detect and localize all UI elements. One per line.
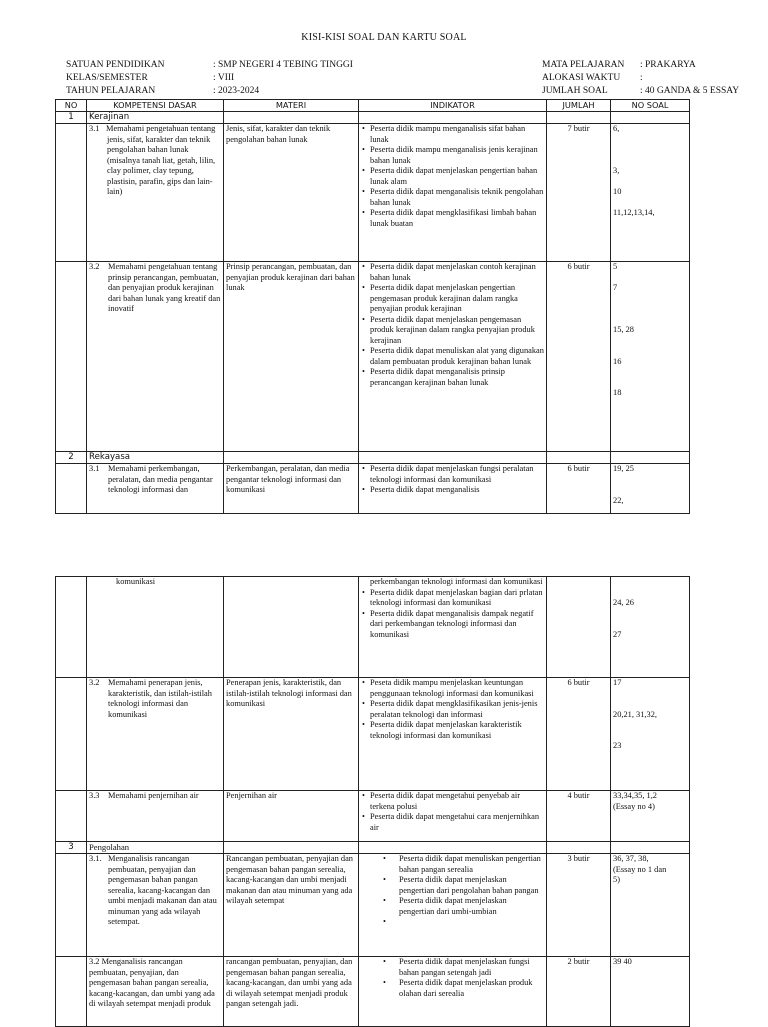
- list-item: • Peserta didik dapat menjelaskan pengertian dari umbi-umbian: [361, 896, 544, 917]
- list-item: • Peserta didik dapat menjelaskan pengertian dari pengolahan bahan pangan: [361, 875, 544, 896]
- jumlah: 3 butir: [547, 854, 611, 957]
- label-alokasi: ALOKASI WAKTU: [542, 73, 621, 83]
- materi: Rancangan pembuatan, penyajian dan pengemasan bahan pangan serealia, kacang-kacangan dan umbi menjadi makanan dan atau minuman yang ada wilayah setempat: [224, 854, 359, 957]
- section-row: [56, 112, 690, 124]
- list-item: • Peserta didik dapat menjelaskan pengertian pengemasan produk kerajinan dalam rangka penyajian produk kerajinan: [361, 283, 544, 315]
- value-alokasi: :: [640, 73, 643, 83]
- kompetensi-dasar: 3.3 Memahami penjernihan air: [89, 791, 199, 800]
- jumlah: 6 butir: [547, 464, 611, 514]
- section-name: Pengolahan: [87, 842, 224, 854]
- list-item: • Peserta didik dapat mengetahui cara menjernihkan air: [361, 812, 544, 833]
- label-satuan: SATUAN PENDIDIKAN: [66, 60, 165, 70]
- table-row: [56, 957, 690, 1027]
- jumlah: 6 butir: [547, 678, 611, 791]
- list-item: • Peserta didik dapat menjelaskan bagian dari prlatan teknologi informasi dan komunikasi: [361, 588, 544, 609]
- materi: Prinsip perancangan, pembuatan, dan penyajian produk kerajinan dari bahan lunak: [224, 262, 359, 452]
- no-soal: 24, 26 27: [611, 577, 690, 678]
- label-jumlah-soal: JUMLAH SOAL: [542, 86, 608, 96]
- list-item: • Peserta didik dapat menganalisis: [361, 485, 544, 496]
- table-row: [56, 464, 690, 514]
- value-tahun: : 2023-2024: [213, 86, 260, 96]
- col-header-kd: KOMPETENSI DASAR: [87, 100, 224, 112]
- section-row: [56, 842, 690, 854]
- kompetensi-dasar: 3.2 Memahami pengetahuan tentang prinsip perancangan, pembuatan, dan penyajian produk kerajinan dari bahan lunak yang kreatif dan inovatif: [89, 262, 221, 313]
- jumlah: 6 butir: [547, 262, 611, 452]
- col-header-jumlah: JUMLAH: [547, 100, 611, 112]
- list-item: • Peserta didik dapat mengklasifikasikan jenis-jenis peralatan teknologi dan informasi: [361, 699, 544, 720]
- label-mapel: MATA PELAJARAN: [542, 60, 625, 70]
- list-item: • Peserta didik dapat menjelaskan pengemasan produk kerajinan dalam rangka penyajian produk kerajinan: [361, 315, 544, 347]
- value-satuan: : SMP NEGERI 4 TEBING TINGGI: [213, 60, 353, 70]
- value-mapel: : PRAKARYA: [640, 60, 696, 70]
- kompetensi-dasar: 3.1. Menganalisis rancangan pembuatan, penyajian dan pengemasan bahan pangan serealia, kacang-kacangan dan umbi menjadi makanan dan atau minuman yang ada wilayah setempat.: [89, 854, 217, 926]
- indikator-list: [359, 678, 547, 791]
- indikator-list: [359, 854, 547, 957]
- document-title: KISI-KISI SOAL DAN KARTU SOAL: [301, 32, 467, 43]
- list-item: • Peserta didik dapat menuliskan alat yang digunakan dalam pembuatan produk kerajinan bahan lunak: [361, 346, 544, 367]
- list-item: • Peserta didik dapat menganalisis dampak negatif dari perkembangan teknologi informasi dan komunikasi: [361, 609, 544, 641]
- list-item: • Peserta didik dapat mengklasifikasi limbah bahan lunak buatan: [361, 208, 544, 229]
- list-item: • Peserta didik dapat menganalisis prinsip perancangan kerajinan bahan lunak: [361, 367, 544, 388]
- jumlah: 4 butir: [547, 791, 611, 842]
- list-item: • Peserta didik dapat menjelaskan contoh kerajinan bahan lunak: [361, 262, 544, 283]
- indikator-list: [359, 791, 547, 842]
- label-kelas: KELAS/SEMESTER: [66, 73, 148, 83]
- col-header-nosoal: NO SOAL: [611, 100, 690, 112]
- kompetensi-dasar: komunikasi: [116, 577, 156, 586]
- materi: Jenis, sifat, karakter dan teknik pengolahan bahan lunak: [224, 124, 359, 262]
- list-item: • Peserta didik mampu menganalisis jenis kerajinan bahan lunak: [361, 145, 544, 166]
- table-row: [56, 791, 690, 842]
- jumlah: 7 butir: [547, 124, 611, 262]
- section-no: 1: [56, 112, 87, 124]
- kisi-table-page1: [55, 99, 690, 514]
- value-jumlah-soal: : 40 GANDA & 5 ESSAY: [640, 86, 740, 96]
- section-no: 3: [56, 842, 87, 854]
- indikator-list: [359, 957, 547, 1027]
- table-row: [56, 678, 690, 791]
- no-soal: 39 40: [611, 957, 690, 1027]
- header-left: [66, 59, 353, 98]
- header-right: [542, 59, 739, 98]
- col-header-materi: MATERI: [224, 100, 359, 112]
- list-item: • Peserta didik dapat menjelaskan pengertian bahan lunak alam: [361, 166, 544, 187]
- section-name: Kerajinan: [87, 112, 224, 124]
- list-item: • Peserta didik dapat mengetahui penyebab air terkena polusi: [361, 791, 544, 812]
- kompetensi-dasar: 3.1 Memahami perkembangan, peralatan, dan media pengantar teknologi informasi dan: [89, 464, 213, 494]
- no-soal: 33,34,35, 1,2 (Essay no 4): [611, 791, 690, 842]
- list-item: • Peserta didik dapat menjelaskan produk olahan dari serealia: [361, 978, 544, 999]
- list-item: • Peserta didik dapat menjelaskan fungsi bahan pangan setengah jadi: [361, 957, 544, 978]
- indikator-list: [359, 464, 547, 514]
- list-item: • Peserta didik dapat menganalisis teknik pengolahan bahan lunak: [361, 187, 544, 208]
- kompetensi-dasar: 3.2 Menganalisis rancangan pembuatan, penyajian, dan pengemasan bahan pangan serealia, kacang-kacangan, dan umbi yang ada di wilayah setempat menjadi produk: [87, 957, 224, 1027]
- materi: Penjernihan air: [224, 791, 359, 842]
- col-header-no: NO: [56, 100, 87, 112]
- materi: Perkembangan, peralatan, dan media pengantar teknologi informasi dan komunikasi: [224, 464, 359, 514]
- no-soal: 19, 25 22,: [611, 464, 690, 514]
- list-item: [361, 917, 544, 927]
- no-soal: 17 20,21, 31,32, 23: [611, 678, 690, 791]
- kisi-table-page2: [55, 576, 690, 1027]
- table-row: [56, 262, 690, 452]
- jumlah: 2 butir: [547, 957, 611, 1027]
- kompetensi-dasar: 3.1 Memahami pengetahuan tentang jenis, sifat, karakter dan teknik pengolahan bahan lunak (misalnya tanah liat, getah, lilin, clay polimer, clay tepung, plastisin, parafin, gips dan lain-lain): [89, 124, 216, 196]
- table-row: [56, 854, 690, 957]
- list-item: • Peseta didik mampu menjelaskan keuntungan penggunaan teknologi informasi dan komunikasi: [361, 678, 544, 699]
- no-soal: 36, 37, 38, (Essay no 1 dan 5): [611, 854, 690, 957]
- materi: rancangan pembuatan, penyajian, dan pengemasan bahan pangan serealia, kacang-kacangan, dan umbi yang ada di wilayah setempat menjadi produk pangan setengah jadi.: [224, 957, 359, 1027]
- indikator-list: [359, 577, 547, 678]
- col-header-indikator: INDIKATOR: [359, 100, 547, 112]
- list-item: • Peserta didik mampu menganalisis sifat bahan lunak: [361, 124, 544, 145]
- list-item: perkembangan teknologi informasi dan komunikasi: [370, 577, 543, 586]
- kompetensi-dasar: 3.2 Memahami penerapan jenis, karakteristik, dan istilah-istilah teknologi informasi dan komunikasi: [89, 678, 212, 719]
- list-item: • Peserta didik dapat menjelaskan karakteristik teknologi informasi dan komunikasi: [361, 720, 544, 741]
- indikator-list: [359, 124, 547, 262]
- table-row: [56, 124, 690, 262]
- label-tahun: TAHUN PELAJARAN: [66, 86, 156, 96]
- no-soal: 6, 3, 10 11,12,13,14,: [611, 124, 690, 262]
- no-soal: 5 7 15, 28 16 18: [611, 262, 690, 452]
- value-kelas: : VIII: [213, 73, 235, 83]
- table-row: [56, 577, 690, 678]
- section-row: [56, 452, 690, 464]
- section-name: Rekayasa: [87, 452, 224, 464]
- indikator-list: [359, 262, 547, 452]
- materi: Penerapan jenis, karakteristik, dan istilah-istilah teknologi informasi dan komunikasi: [224, 678, 359, 791]
- list-item: • Peserta didik dapat menuliskan pengertian bahan pangan serealia: [361, 854, 544, 875]
- section-no: 2: [56, 452, 87, 464]
- list-item: • Peserta didik dapat menjelaskan fungsi peralatan teknologi informasi dan komunikasi: [361, 464, 544, 485]
